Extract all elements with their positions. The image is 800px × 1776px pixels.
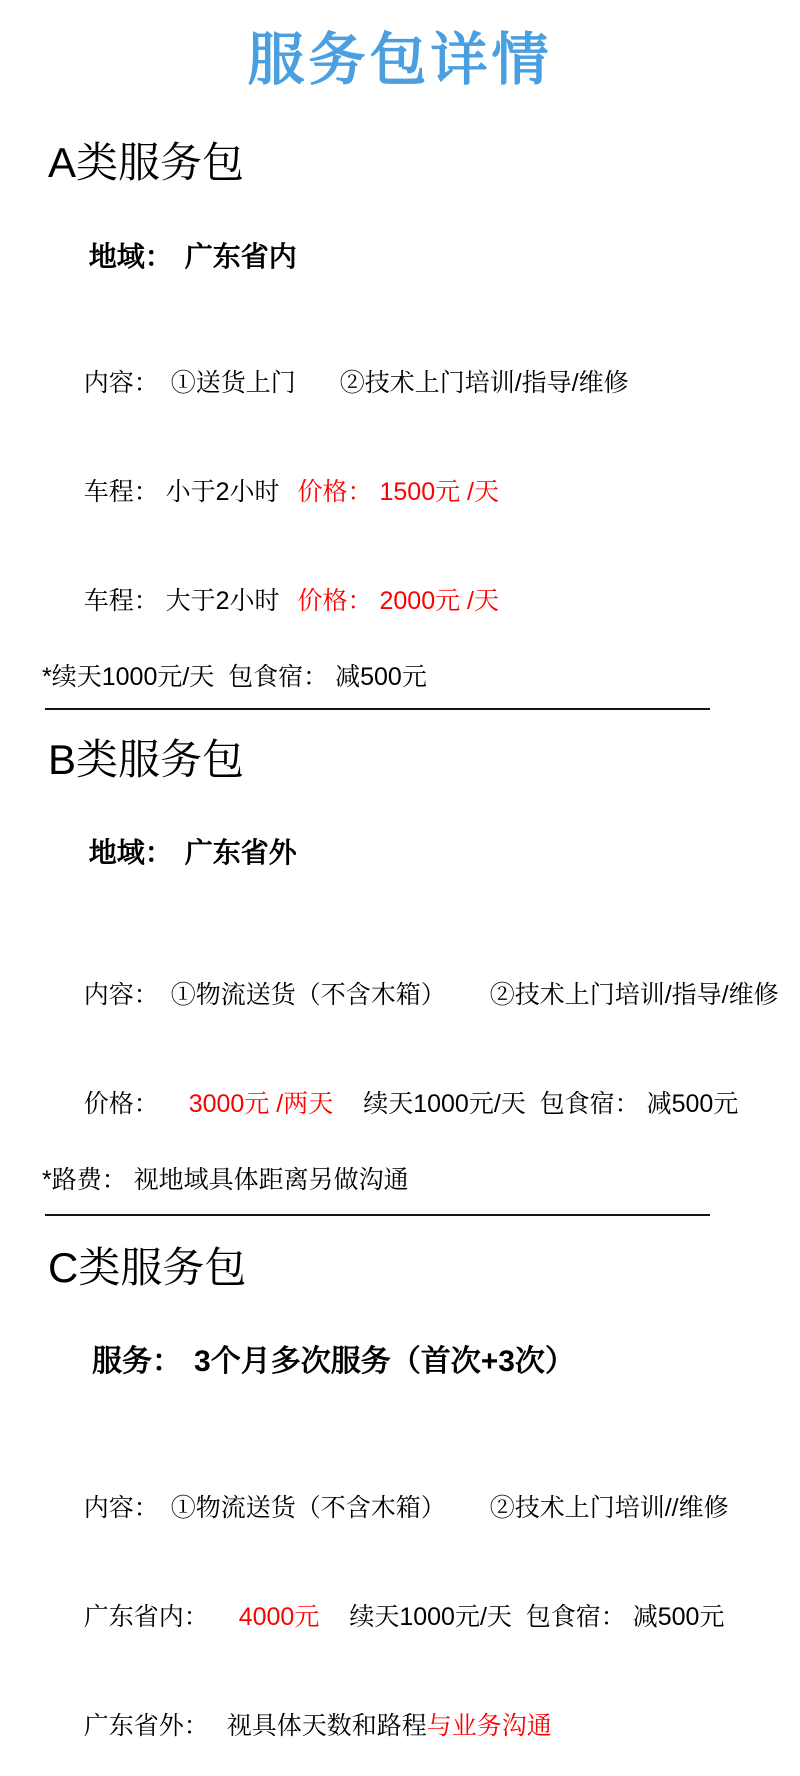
out-province-note: 与业务沟通: [426, 1712, 552, 1741]
region-value: 广东省外: [184, 836, 297, 868]
region-label: 地域：: [88, 836, 173, 868]
section-a-content-line: [42, 334, 800, 433]
section-a: [0, 138, 800, 693]
price-value: 3000元 /两天: [188, 1089, 334, 1118]
section-c-service-line: [42, 1302, 800, 1421]
price-extra: 续天1000元/天 包食宿： 减500元: [363, 1089, 739, 1118]
trip-label: 车程： 大于2小时: [83, 586, 280, 615]
price-label: 价格：: [83, 1089, 159, 1118]
trip-label: 车程： 小于2小时: [83, 477, 280, 506]
content-label: 内容：: [83, 368, 159, 397]
section-a-note-line: *续天1000元/天 包食宿： 减500元: [42, 662, 427, 691]
section-b-price-line: [42, 1055, 800, 1154]
in-province-label: 广东省内：: [83, 1603, 209, 1632]
content-item-2: ②技术上门培训/指导/维修: [339, 368, 629, 397]
out-province-value: 视具体天数和路程: [226, 1712, 427, 1741]
section-c-content-line: [42, 1459, 800, 1558]
section-c-heading: C类服务包: [48, 1243, 247, 1291]
in-province-extra: 续天1000元/天 包食宿： 减500元: [349, 1603, 725, 1632]
section-c-in-province-line: [42, 1568, 800, 1667]
section-b-heading: B类服务包: [48, 735, 245, 783]
region-value: 广东省内: [184, 240, 297, 272]
service-value: 3个月多次服务（首次+3次）: [194, 1344, 575, 1378]
out-province-label: 广东省外：: [83, 1712, 209, 1741]
section-c-out-province-line: [42, 1677, 800, 1776]
trip-price: 价格： 2000元 /天: [297, 586, 499, 615]
content-item-1: ①送货上门: [170, 368, 296, 397]
section-divider: [45, 708, 710, 710]
section-a-heading: A类服务包: [48, 139, 245, 187]
section-a-trip2-line: [42, 552, 800, 651]
content-item-2: ②技术上门培训//维修: [489, 1494, 729, 1523]
section-b-region-line: [42, 798, 800, 909]
content-label: 内容：: [83, 980, 159, 1009]
content-item-2: ②技术上门培训/指导/维修: [489, 980, 779, 1009]
content-item-1: ①物流送货（不含木箱）: [170, 1494, 446, 1523]
content-label: 内容：: [83, 1494, 159, 1523]
section-b-content-line: [42, 946, 800, 1045]
page-title: 服务包详情: [247, 28, 553, 92]
section-c: [0, 1243, 800, 1776]
trip-price: 价格： 1500元 /天: [297, 477, 499, 506]
service-label: 服务：: [92, 1344, 183, 1378]
content-item-1: ①物流送货（不含木箱）: [170, 980, 446, 1009]
section-a-region-line: [42, 202, 800, 313]
section-b: [0, 735, 800, 1197]
region-label: 地域：: [88, 240, 173, 272]
in-province-price: 4000元: [238, 1603, 320, 1632]
section-b-note-line: *路费： 视地域具体距离另做沟通: [42, 1165, 409, 1194]
section-divider: [45, 1214, 710, 1216]
section-a-trip1-line: [42, 443, 800, 542]
